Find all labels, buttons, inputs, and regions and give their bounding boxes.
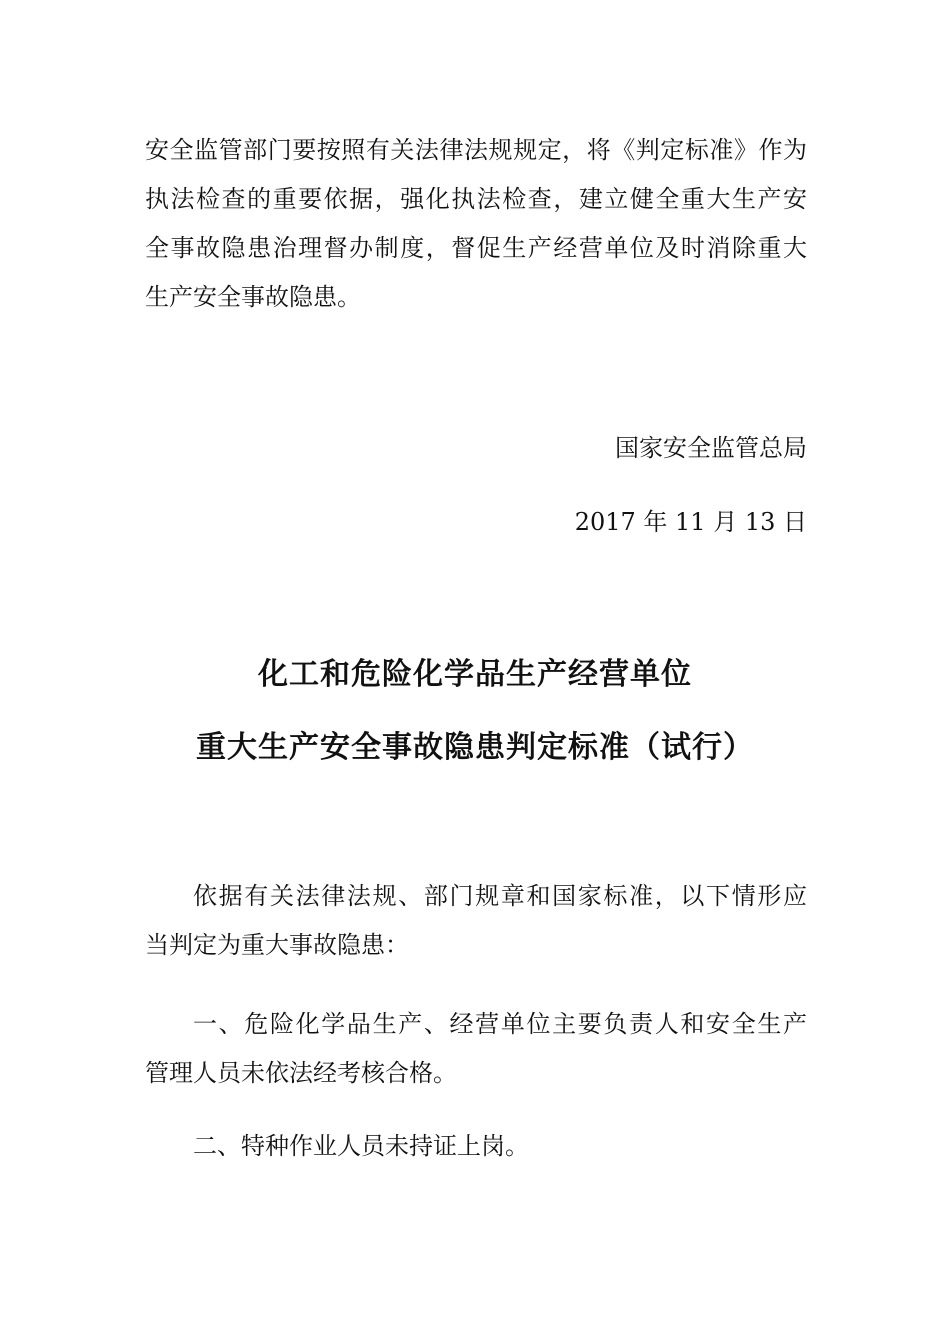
issue-date: 2017 年 11 月 13 日 (574, 508, 807, 536)
preamble-line-1: 依据有关法律法规、部门规章和国家标准，以下情形应 (193, 882, 807, 910)
intro-line-4: 生产安全事故隐患。 (145, 283, 361, 311)
intro-line-2: 执法检查的重要依据，强化执法检查，建立健全重大生产安 (145, 185, 807, 213)
preamble-line-2: 当判定为重大事故隐患： (145, 931, 409, 959)
document-title-line-1: 化工和危险化学品生产经营单位 (258, 657, 692, 692)
item-2-line-1: 二、特种作业人员未持证上岗。 (193, 1132, 529, 1160)
item-1-line-2: 管理人员未依法经考核合格。 (145, 1059, 457, 1087)
intro-line-1: 安全监管部门要按照有关法律法规规定，将《判定标准》作为 (145, 136, 807, 164)
document-title-line-2: 重大生产安全事故隐患判定标准（试行） (196, 730, 754, 765)
item-1-line-1: 一、危险化学品生产、经营单位主要负责人和安全生产 (193, 1010, 807, 1038)
intro-line-3: 全事故隐患治理督办制度，督促生产经营单位及时消除重大 (145, 234, 807, 262)
issuer-name: 国家安全监管总局 (615, 434, 807, 462)
